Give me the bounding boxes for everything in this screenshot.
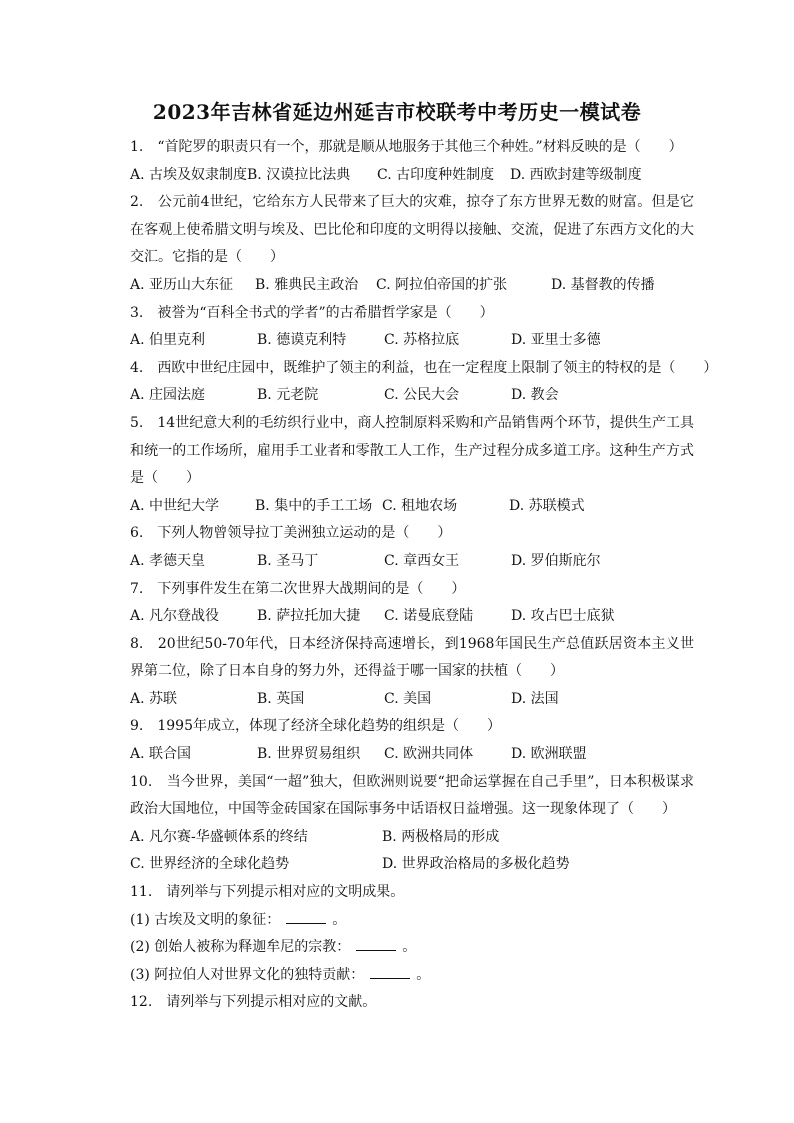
item-label: (3) 阿拉伯人对世界文化的独特贡献： <box>130 966 365 983</box>
answer-blank[interactable] <box>356 936 396 951</box>
question-5-options <box>130 493 694 521</box>
question-7-stem: 7. 下列事件发生在第二次世界大战期间的是（ ） <box>130 580 466 597</box>
question-9-stem: 9. 1995年成立，体现了经济全球化趋势的组织是（ ） <box>130 718 501 735</box>
exam-title: 2023年吉林省延边州延吉市校联考中考历史一模试卷 <box>152 100 642 124</box>
question-3-stem: 3. 被誉为“百科全书式的学者”的古希腊哲学家是（ ） <box>130 304 494 321</box>
question-6-stem: 6. 下列人物曾领导拉丁美洲独立运动的是（ ） <box>130 525 452 542</box>
option-c: C. 古印度种姓制度 <box>377 166 495 183</box>
item-label: (1) 古埃及文明的象征： <box>130 911 281 928</box>
option-d: D. 欧洲联盟 <box>511 746 587 763</box>
question-2-stem: 2. 公元前4世纪，它给东方人民带来了巨大的灾难，掠夺了东方世界无数的财富。但是它在客观上使希腊文明与埃及、巴比伦和印度的文明得以接触、交流，促进了东西方文化的大交汇。它指的是（ ） <box>130 194 694 266</box>
question-7-options <box>130 603 694 631</box>
question-12-stem: 12. 请列举与下列提示相对应的文献。 <box>130 994 377 1011</box>
option-b: B. 圣马丁 <box>257 552 319 569</box>
option-a: A. 亚历山大东征 <box>130 276 234 293</box>
option-d: D. 罗伯斯庇尔 <box>511 552 601 569</box>
item-label: (2) 创始人被称为释迦牟尼的宗教： <box>130 939 351 956</box>
question-10-options-row-2 <box>130 851 694 879</box>
option-b: B. 英国 <box>257 690 305 707</box>
option-c: C. 公民大会 <box>384 387 460 404</box>
option-d: D. 亚里士多德 <box>511 332 601 349</box>
question-4-options <box>130 382 694 410</box>
option-a: A. 凡尔登战役 <box>130 608 220 625</box>
question-4-stem: 4. 西欧中世纪庄园中，既维护了领主的利益，也在一定程度上限制了领主的特权的是（ ） <box>130 359 718 376</box>
option-b: B. 汉谟拉比法典 <box>247 166 351 183</box>
question-11-stem: 11. 请列举与下列提示相对应的文明成果。 <box>130 884 405 901</box>
option-c: C. 欧洲共同体 <box>384 746 474 763</box>
option-d: D. 法国 <box>511 690 559 707</box>
option-a: A. 庄园法庭 <box>130 387 206 404</box>
option-c: C. 诺曼底登陆 <box>384 608 474 625</box>
answer-blank[interactable] <box>370 964 410 979</box>
option-c: C. 阿拉伯帝国的扩张 <box>376 276 508 293</box>
option-d: D. 苏联模式 <box>509 497 585 514</box>
option-a: A. 苏联 <box>130 690 178 707</box>
option-b: B. 集中的手工工场 <box>255 497 373 514</box>
option-c: C. 章西女王 <box>384 552 460 569</box>
option-d: D. 西欧封建等级制度 <box>510 166 642 183</box>
question-1-options <box>130 162 694 190</box>
question-8-stem: 8. 20世纪50-70年代，日本经济保持高速增长，到1968年国民生产总值跃居资本主义世界第二位，除了日本自身的努力外，还得益于哪一国家的扶植（ ） <box>130 635 694 680</box>
item-end: 。 <box>416 966 431 983</box>
question-10-options-row-1 <box>130 824 694 852</box>
option-d: D. 世界政治格局的多极化趋势 <box>382 856 570 873</box>
question-6-options <box>130 548 694 576</box>
option-a: A. 中世纪大学 <box>130 497 220 514</box>
question-11-item-1 <box>130 907 694 935</box>
item-end: 。 <box>402 939 417 956</box>
option-d: D. 基督教的传播 <box>551 276 655 293</box>
question-11-item-2 <box>130 934 694 962</box>
question-3-options <box>130 327 694 355</box>
option-b: B. 雅典民主政治 <box>255 276 359 293</box>
option-a: A. 孝德天皇 <box>130 552 206 569</box>
option-d: D. 攻占巴士底狱 <box>511 608 615 625</box>
option-a: A. 古埃及奴隶制度 <box>130 166 248 183</box>
question-10-stem: 10. 当今世界，美国“一超”独大，但欧洲则说要“把命运掌握在自己手里”，日本积极谋求政治大国地位，中国等金砖国家在国际事务中话语权日益增强。这一现象体现了（ ） <box>130 773 694 818</box>
option-b: B. 萨拉托加大捷 <box>257 608 361 625</box>
option-c: C. 世界经济的全球化趋势 <box>130 856 290 873</box>
question-1-stem: 1. “首陀罗的职责只有一个，那就是顺从地服务于其他三个种姓。”材料反映的是（ ） <box>130 139 683 155</box>
option-d: D. 教会 <box>511 387 559 404</box>
option-b: B. 两极格局的形成 <box>382 828 500 845</box>
answer-blank[interactable] <box>286 909 326 924</box>
option-a: A. 伯里克利 <box>130 332 206 349</box>
option-c: C. 租地农场 <box>382 497 458 514</box>
option-b: B. 德谟克利特 <box>257 332 347 349</box>
option-a: A. 联合国 <box>130 746 192 763</box>
option-c: C. 苏格拉底 <box>384 332 460 349</box>
question-5-stem: 5. 14世纪意大利的毛纺织行业中，商人控制原料采购和产品销售两个环节，提供生产工具和统一的工作场所，雇用手工业者和零散工人工作，生产过程分成多道工序。这种生产方式是（ ） <box>130 414 694 487</box>
question-9-options <box>130 741 694 769</box>
option-a: A. 凡尔赛-华盛顿体系的终结 <box>130 828 308 845</box>
option-b: B. 世界贸易组织 <box>257 746 361 763</box>
question-2-options <box>130 272 694 300</box>
question-8-options <box>130 686 694 714</box>
option-c: C. 美国 <box>384 690 432 707</box>
question-11-item-3 <box>130 962 694 990</box>
question-list <box>130 134 718 1017</box>
item-end: 。 <box>332 911 347 928</box>
option-b: B. 元老院 <box>257 387 319 404</box>
